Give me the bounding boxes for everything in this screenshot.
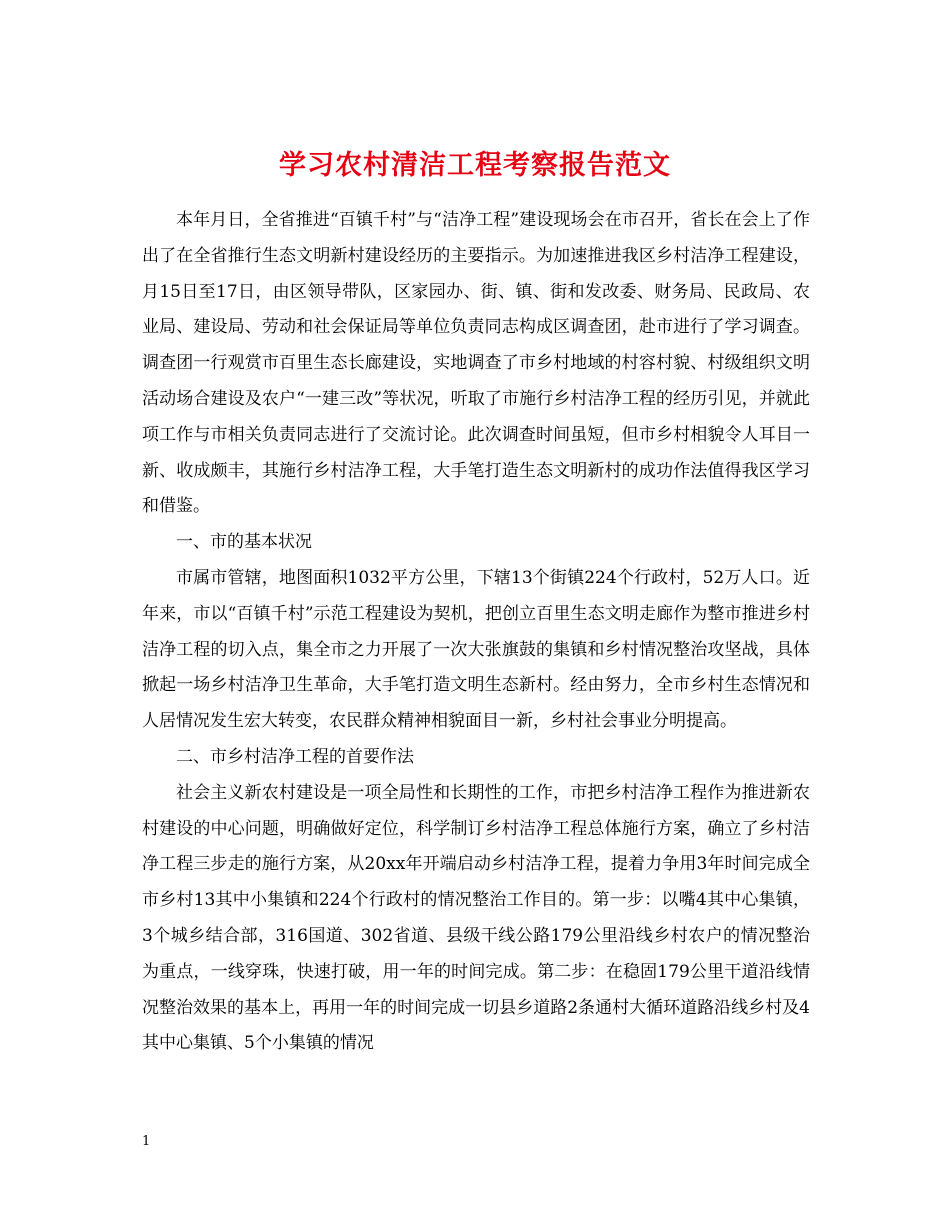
page-number: 1 — [142, 1134, 151, 1149]
paragraph: 社会主义新农村建设是一项全局性和长期性的工作，市把乡村洁净工程作为推进新农村建设的中心问题，明确做好定位，科学制订乡村洁净工程总体施行方案，确立了乡村洁净工程三步走的施行方案，从20xx年开端启动乡村洁净工程，提着力争用3年时间完成全市乡村13其中小集镇和224个行政村的情况整治工作目的。第一步：以嘴4其中心集镇，3个城乡结合部，316国道、302省道、县级干线公路179公里沿线乡村农户的情况整治为重点，一线穿珠，快速打破，用一年的时间完成。第二步：在稳固179公里干道沿线情况整治效果的基本上，再用一年的时间完成一切县乡道路2条通村大循环道路沿线乡村及4其中心集镇、5个小集镇的情况 — [142, 782, 810, 1054]
paragraph: 本年月日，全省推进“百镇千村”与“洁净工程”建设现场会在市召开，省长在会上了作出了在全省推行生态文明新村建设经历的主要指示。为加速推进我区乡村洁净工程建设，月15日至17日，由区领导带队，区家园办、街、镇、街和发改委、财务局、民政局、农业局、建设局、劳动和社会保证局等单位负责同志构成区调查团，赴市进行了学习调查。调查团一行观赏市百里生态长廊建设，实地调查了市乡村地域的村容村貌、村级组织文明活动场合建设及农户“一建三改”等状况，听取了市施行乡村洁净工程的经历引见，并就此项工作与市相关负责同志进行了交流讨论。此次调查时间虽短，但市乡村相貌令人耳目一新、收成颇丰，其施行乡村洁净工程，大手笔打造生态文明新村的成功作法值得我区学习和借鉴。 — [142, 210, 810, 517]
document-body — [142, 203, 810, 1062]
section-heading: 一、市的基本状况 — [176, 532, 312, 553]
section-heading: 二、市乡村洁净工程的首要作法 — [176, 746, 414, 767]
paragraph: 市属市管辖，地图面积1032平方公里，下辖13个街镇224个行政村，52万人口。近年来，市以“百镇千村”示范工程建设为契机，把创立百里生态文明走廊作为整市推进乡村洁净工程的切入点，集全市之力开展了一次大张旗鼓的集镇和乡村情况整治攻坚战，具体掀起一场乡村洁净卫生革命，大手笔打造文明生态新村。经由努力，全市乡村生态情况和人居情况发生宏大转变，农民群众精神相貌面目一新，乡村社会事业分明提高。 — [142, 567, 810, 732]
document-title: 学习农村清洁工程考察报告范文 — [279, 150, 671, 182]
